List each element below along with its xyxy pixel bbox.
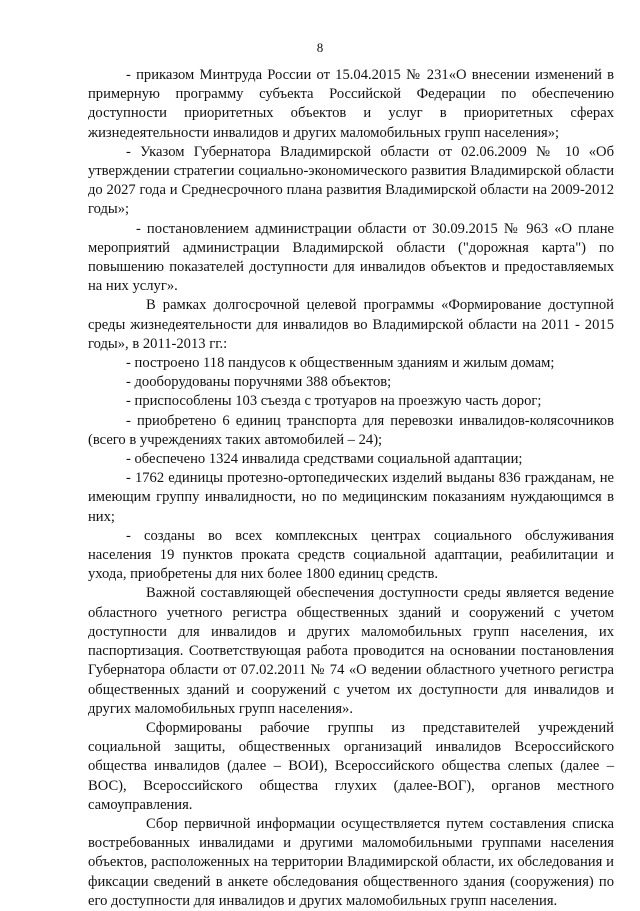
list-item-rental-points: - созданы во всех комплексных центрах социального обслуживания населения 19 пунктов проката средств социальной адаптации, реабилитации и ухода, приобретены для них более 1800 единиц средств.: [88, 527, 614, 583]
list-item-handrails: - дооборудованы поручнями 388 объектов;: [126, 374, 392, 391]
list-item-curb-ramps: - приспособлены 103 съезда с тротуаров на проезжую часть дорог;: [126, 393, 542, 410]
paragraph-working-groups: Сформированы рабочие группы из представителей учреждений социальной защиты, общественных организаций инвалидов Всероссийского общества инвалидов (далее – ВОИ), Всероссийского общества слепых (далее – ВОС), Всероссийского общества глухих (далее-ВОГ), органов местного самоуправления.: [88, 719, 614, 813]
document-body: [88, 66, 614, 911]
paragraph-administration-resolution: - постановлением администрации области от 30.09.2015 № 963 «О плане мероприятий администрации Владимирской области ("дорожная карта") по повышению показателей доступности для инвалидов объектов и предоставляемых на них услуг».: [88, 220, 614, 295]
list-item-adaptation-means: - обеспечено 1324 инвалида средствами социальной адаптации;: [126, 451, 523, 468]
paragraph-governor-decree: - Указом Губернатора Владимирской области от 02.06.2009 № 10 «Об утверждении стратегии социально-экономического развития Владимирской области до 2027 года и Среднесрочного плана развития Владимирской области на 2009-2012 годы»;: [88, 143, 614, 218]
paragraph-register: Важной составляющей обеспечения доступности среды является ведение областного учетного регистра общественных зданий и сооружений с учетом доступности для инвалидов и других маломобильных групп населения, их паспортизация. Соответствующая работа проводится на основании постановления Губернатора области от 07.02.2011 № 74 «О ведении областного учетного регистра общественных зданий и сооружений с учетом их доступности для инвалидов и других маломобильных групп населения».: [88, 585, 614, 717]
paragraph-mintrud-order: - приказом Минтруда России от 15.04.2015 № 231«О внесении изменений в примерную программу субъекта Российской Федерации по обеспечению доступности приоритетных объектов и услуг в приоритетных сферах жизнедеятельности инвалидов и других маломобильных групп населения»;: [88, 67, 614, 141]
list-item-transport: - приобретено 6 единиц транспорта для перевозки инвалидов-колясочников (всего в учреждениях таких автомобилей – 24);: [88, 412, 614, 448]
list-item-orthopedic: - 1762 единицы протезно-ортопедических изделий выданы 836 гражданам, не имеющим группу инвалидности, но по медицинским показаниям нуждающимся в них;: [88, 470, 614, 525]
paragraph-data-collection: Сбор первичной информации осуществляется путем составления списка востребованных инвалидами и другими маломобильными группами населения объектов, расположенных на территории Владимирской области, их обследования и фиксации сведений в анкете обследования общественного здания (сооружения) по его доступности для инвалидов и других маломобильных групп населения.: [88, 815, 614, 909]
list-item-ramps: - построено 118 пандусов к общественным зданиям и жилым домам;: [126, 355, 555, 372]
page-number: 8: [316, 40, 324, 55]
paragraph-program-intro: В рамках долгосрочной целевой программы «Формирование доступной среды жизнедеятельности для инвалидов во Владимирской области на 2011 - 2015 годы», в 2011-2013 гг.:: [88, 297, 614, 352]
